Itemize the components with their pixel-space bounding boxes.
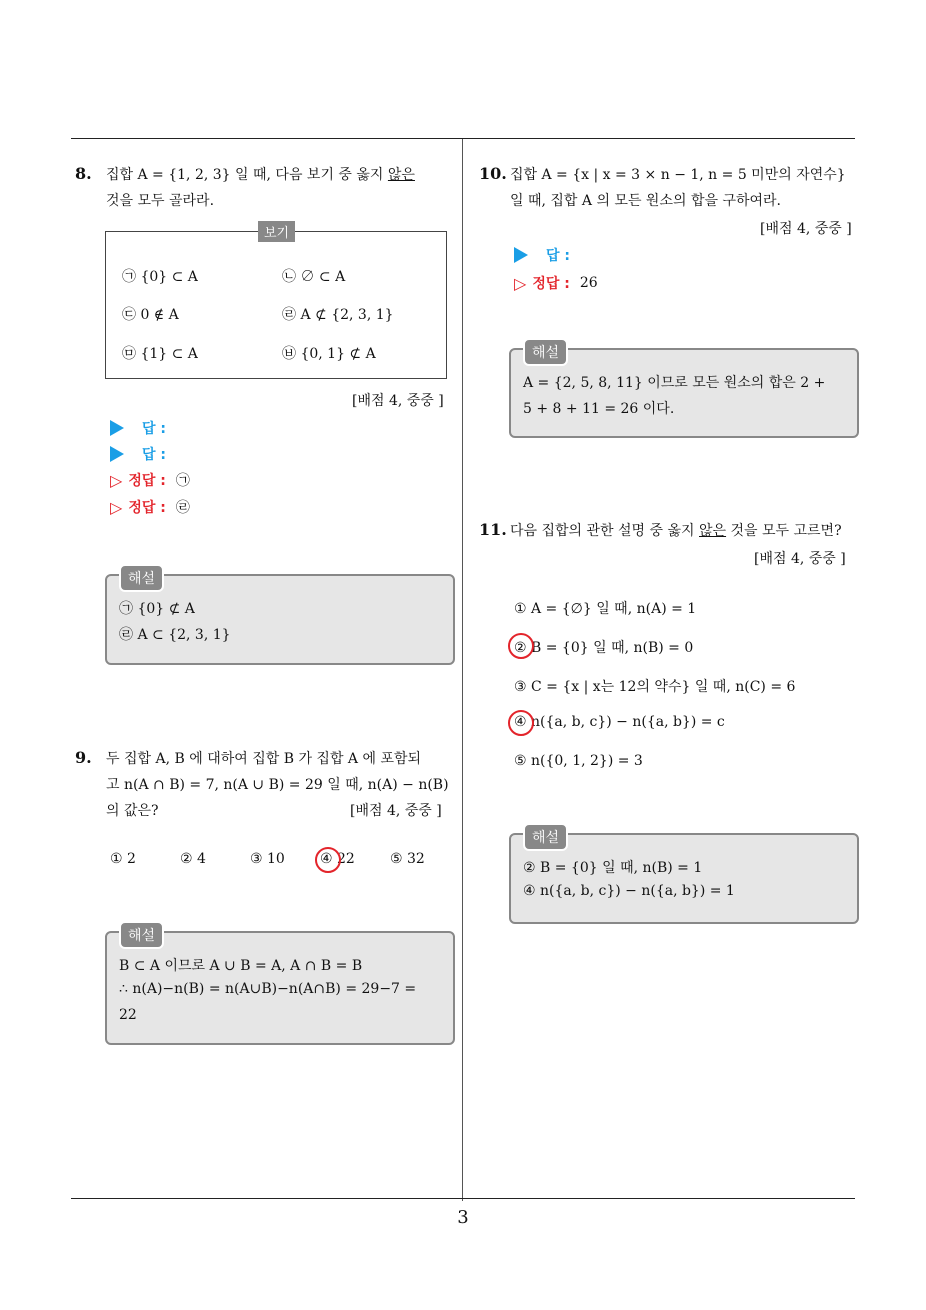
outline-triangle-icon: ▷ <box>110 470 123 490</box>
question-9-choice-4: ④ 22 <box>320 851 355 867</box>
correct-label: 정답 : <box>128 473 166 489</box>
play-triangle-icon <box>110 446 124 462</box>
question-11-choice-2: ② B = {0} 일 때, n(B) = 0 <box>514 640 694 656</box>
question-8-solution-box <box>105 571 455 665</box>
top-rule <box>71 138 855 139</box>
question-10-answer-row <box>514 245 570 265</box>
bogi-box <box>105 226 447 379</box>
question-10-solution-box <box>509 345 859 438</box>
question-11-score: [배점 4, 중중 ] <box>754 551 846 567</box>
question-11-choice-5: ⑤ n({0, 1, 2}) = 3 <box>514 753 643 769</box>
question-10-number: 10. <box>479 164 507 183</box>
bottom-rule <box>71 1198 855 1199</box>
question-8-correct-row-1 <box>110 470 190 490</box>
question-8-stem-line-1 <box>106 162 415 188</box>
bogi-item-3: ㉢ 0 ∉ A <box>122 307 179 323</box>
question-8-stem-line-2: 것을 모두 골라라. <box>106 193 215 209</box>
question-10-score: [배점 4, 중중 ] <box>760 221 852 237</box>
question-9-choice-1: ① 2 <box>110 851 136 867</box>
bogi-item-6: ㉥ {0, 1} ⊄ A <box>282 346 376 362</box>
question-8-score: [배점 4, 중중 ] <box>352 393 444 409</box>
solution-label: 해설 <box>523 823 568 851</box>
solution-line: ㉣ A ⊂ {2, 3, 1} <box>119 627 231 643</box>
question-8-underline: 않은 <box>387 167 415 183</box>
question-11-choice-3: ③ C = {x | x는 12의 약수} 일 때, n(C) = 6 <box>514 679 796 695</box>
question-8-stem-text: 집합 A = {1, 2, 3} 일 때, 다음 보기 중 옳지 <box>106 167 388 183</box>
outline-triangle-icon: ▷ <box>110 497 123 517</box>
question-11-underline: 않은 <box>699 523 727 539</box>
solution-line: ㉠ {0} ⊄ A <box>119 601 195 617</box>
solution-line: B ⊂ A 이므로 A ∪ B = A, A ∩ B = B <box>119 958 363 974</box>
question-9-choice-5: ⑤ 32 <box>390 851 425 867</box>
correct-answer: ㉣ <box>175 500 190 516</box>
question-9-solution-box <box>105 928 455 1045</box>
solution-line: ② B = {0} 일 때, n(B) = 1 <box>523 860 703 876</box>
question-9-stem-line-3: 의 값은? <box>106 803 159 819</box>
solution-line: A = {2, 5, 8, 11} 이므로 모든 원소의 합은 2 + <box>523 375 826 391</box>
question-8-number: 8. <box>75 164 92 183</box>
question-9-stem-line-2: 고 n(A ∩ B) = 7, n(A ∪ B) = 29 일 때, n(A) − n(B) <box>106 777 449 793</box>
correct-answer: ㉠ <box>175 473 190 489</box>
bogi-item-4: ㉣ A ⊄ {2, 3, 1} <box>282 307 394 323</box>
question-9-choice-2: ② 4 <box>180 851 206 867</box>
solution-line: ∴ n(A)−n(B) = n(A∪B)−n(A∩B) = 29−7 = <box>119 981 417 997</box>
question-10-stem-line-1: 집합 A = {x | x = 3 × n − 1, n = 5 미만의 자연수} <box>510 167 846 183</box>
page-number: 3 <box>457 1207 469 1228</box>
solution-label: 해설 <box>119 921 164 949</box>
answer-label: 답 : <box>142 447 166 463</box>
solution-label: 해설 <box>119 564 164 592</box>
bogi-item-5: ㉤ {1} ⊂ A <box>122 346 198 362</box>
answer-label: 답 : <box>546 248 570 264</box>
solution-line: 22 <box>119 1007 137 1023</box>
question-11-stem-text-end: 것을 모두 고르면? <box>726 523 842 539</box>
question-9-choice-3: ③ 10 <box>250 851 285 867</box>
question-9-stem-line-1: 두 집합 A, B 에 대하여 집합 B 가 집합 A 에 포함되 <box>106 751 422 767</box>
question-11-solution-box <box>509 830 859 924</box>
question-11-stem-line-1 <box>510 518 842 544</box>
bogi-label: 보기 <box>258 221 295 242</box>
bogi-item-2: ㉡ ∅ ⊂ A <box>282 269 346 285</box>
solution-line: ④ n({a, b, c}) − n({a, b}) = 1 <box>523 883 735 899</box>
question-9-number: 9. <box>75 748 92 767</box>
answer-mark-circle-icon <box>508 710 534 736</box>
play-triangle-icon <box>110 420 124 436</box>
correct-answer: 26 <box>579 275 598 291</box>
solution-label: 해설 <box>523 338 568 366</box>
answer-mark-circle-icon <box>508 633 534 659</box>
question-10-stem-line-2: 일 때, 집합 A 의 모든 원소의 합을 구하여라. <box>510 193 781 209</box>
question-8-answer-row-2 <box>110 444 166 464</box>
play-triangle-icon <box>514 247 528 263</box>
answer-label: 답 : <box>142 421 166 437</box>
bogi-item-1: ㉠ {0} ⊂ A <box>122 269 198 285</box>
correct-label: 정답 : <box>128 500 166 516</box>
correct-label: 정답 : <box>532 276 570 292</box>
question-11-choice-1: ① A = {∅} 일 때, n(A) = 1 <box>514 601 697 617</box>
question-10-correct-row <box>514 273 598 293</box>
outline-triangle-icon: ▷ <box>514 273 527 293</box>
question-11-choice-4: ④ n({a, b, c}) − n({a, b}) = c <box>514 714 725 730</box>
answer-mark-circle-icon <box>315 847 341 873</box>
question-11-number: 11. <box>479 520 507 539</box>
column-divider <box>462 139 463 1201</box>
solution-line: 5 + 8 + 11 = 26 이다. <box>523 401 675 417</box>
question-8-correct-row-2 <box>110 497 190 517</box>
question-8-answer-row-1 <box>110 418 166 438</box>
question-11-stem-text: 다음 집합의 관한 설명 중 옳지 <box>510 523 699 539</box>
question-9-score: [배점 4, 중중 ] <box>350 803 442 819</box>
